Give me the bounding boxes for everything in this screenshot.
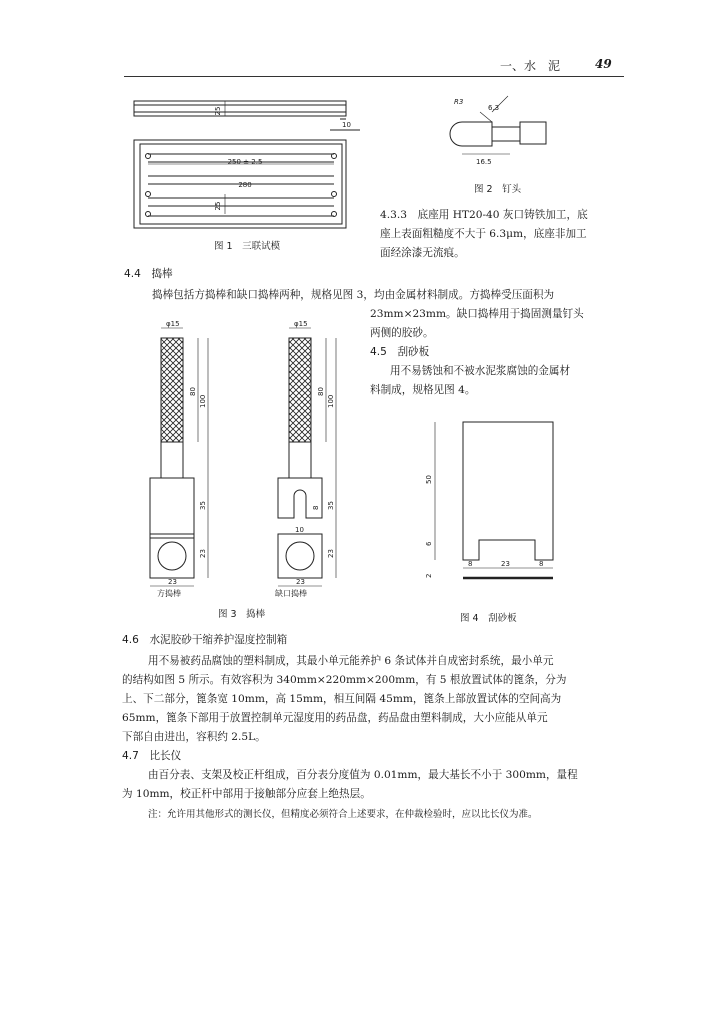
fig3-dim-23-d: 23 (296, 578, 305, 586)
s44-title: 4.4 捣棒 (124, 268, 173, 280)
s45-title: 4.5 刮砂板 (370, 346, 430, 358)
running-header-section: 一、水 泥 (500, 59, 561, 73)
fig3-dim-phi15-b: φ15 (294, 320, 308, 328)
page-number: 49 (595, 57, 612, 71)
fig3-dim-23-c: 23 (327, 549, 335, 558)
figure-4-drawing (425, 420, 560, 585)
s433-line-1: 4.3.3 底座用 HT20-40 灰口铸铁加工，底 (380, 209, 588, 221)
s46-line-2: 的结构如图 5 所示。有效容积为 340mm×220mm×200mm，有 5 根放置试体的篦条，分为 (122, 674, 567, 686)
s46-line-5: 下部自由进出，容积约 2.5L。 (122, 731, 266, 743)
s44-line-1: 捣棒包括方捣棒和缺口捣棒两种，规格见图 3，均由金属材料制成。方捣棒受压面积为 (152, 289, 555, 301)
s46-title: 4.6 水泥胶砂干缩养护湿度控制箱 (122, 634, 288, 646)
s433-line-2: 座上表面粗糙度不大于 6.3μm，底座非加工 (380, 228, 587, 240)
figure-2-drawing (452, 94, 562, 166)
s44-line-3: 两侧的胶砂。 (370, 327, 434, 339)
fig3-dim-35-b: 35 (327, 501, 335, 510)
fig3-dim-80-a: 80 (189, 387, 197, 396)
fig1-dim-10: 10 (342, 121, 351, 129)
s44-line-2: 23mm×23mm。缺口捣棒用于捣固测量钉头 (370, 308, 584, 320)
s46-line-1: 用不易被药品腐蚀的塑料制成，其最小单元能养护 6 条试体并自成密封系统，最小单元 (148, 655, 554, 667)
fig2-dim-63: 6.3 (488, 104, 500, 112)
s46-line-4: 65mm，篦条下部用于放置控制单元湿度用的药品盘，药品盘由塑料制成，大小应能从单元 (122, 712, 548, 724)
fig3-dim-phi15-a: φ15 (166, 320, 180, 328)
s45-line-1: 用不易锈蚀和不被水泥浆腐蚀的金属材 (390, 365, 571, 377)
fig3-dim-100-b: 100 (327, 394, 335, 408)
fig3-label-square-rod: 方捣棒 (157, 589, 181, 598)
figure-3-caption: 图 3 捣棒 (218, 609, 266, 620)
fig4-dim-23: 23 (501, 560, 510, 568)
fig2-dim-165: 16.5 (476, 158, 492, 166)
fig4-dim-6: 6 (425, 541, 433, 546)
fig1-dim-25-bottom: 25 (214, 201, 222, 211)
figure-3-drawing (140, 318, 350, 603)
fig1-dim-280: 280 (238, 181, 252, 189)
s433-line-3: 面经涂漆无流痕。 (380, 247, 465, 259)
fig3-dim-8: 8 (312, 505, 320, 510)
figure-1-drawing (120, 96, 360, 236)
figure-2-caption: 图 2 钉头 (474, 184, 522, 195)
fig3-label-notched-rod: 缺口捣棒 (275, 589, 307, 598)
fig2-dim-r3: R3 (454, 98, 464, 106)
fig1-dim-25-top: 25 (214, 106, 222, 116)
fig1-dim-250: 250 ± 2.5 (227, 158, 263, 166)
fig4-dim-8-left: 8 (468, 560, 473, 568)
fig3-dim-100-a: 100 (199, 394, 207, 408)
fig3-dim-23-a: 23 (199, 549, 207, 558)
fig3-dim-35-a: 35 (199, 501, 207, 510)
figure-1-caption: 图 1 三联试模 (214, 241, 281, 252)
figure-4-caption: 图 4 刮砂板 (460, 613, 517, 624)
s47-title: 4.7 比长仪 (122, 750, 182, 762)
footnote: 注：允许用其他形式的测长仪，但精度必须符合上述要求，在仲裁检验时，应以比长仪为准。 (148, 809, 538, 820)
s46-line-3: 上、下二部分，篦条宽 10mm，高 15mm，相互间隔 45mm，篦条上部放置试体的空间高为 (122, 693, 562, 705)
fig4-dim-2: 2 (425, 573, 433, 578)
fig4-dim-8-right: 8 (539, 560, 544, 568)
fig4-dim-50: 50 (425, 475, 433, 484)
fig3-dim-10: 10 (295, 526, 304, 534)
header-rule (124, 76, 624, 77)
fig3-dim-80-b: 80 (317, 387, 325, 396)
s45-line-2: 料制成，规格见图 4。 (370, 384, 476, 396)
s47-line-2: 为 10mm，校正杆中部用于接触部分应套上绝热层。 (122, 788, 371, 800)
fig3-dim-23-b: 23 (168, 578, 177, 586)
s47-line-1: 由百分表、支架及校正杆组成，百分表分度值为 0.01mm，最大基长不小于 300mm，量程 (148, 769, 578, 781)
